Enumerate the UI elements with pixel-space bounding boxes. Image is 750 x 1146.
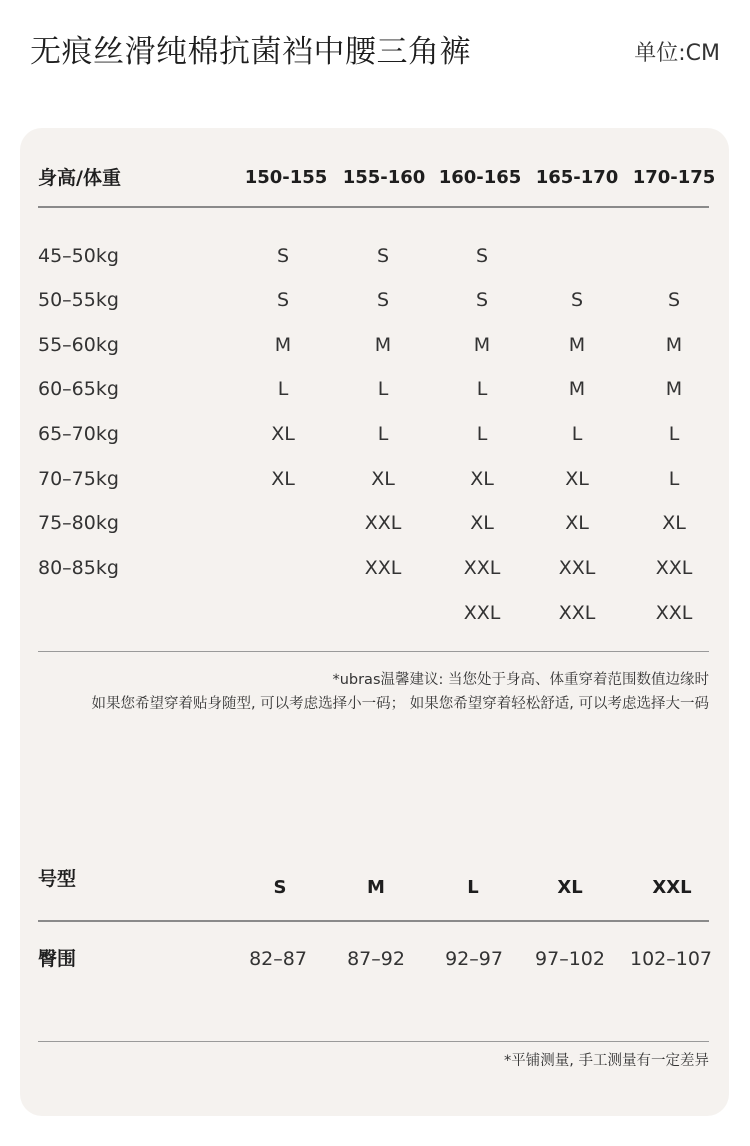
size-cell: L (571, 423, 583, 445)
weight-label: 65–70kg (38, 423, 119, 445)
weight-label: 55–60kg (38, 334, 119, 356)
table-row (20, 548, 729, 588)
table-row (20, 280, 729, 320)
table-row (20, 414, 729, 454)
size-cell: M (374, 334, 392, 356)
size-col-header: M (367, 877, 385, 898)
size-cell: M (568, 378, 586, 400)
table-row (20, 325, 729, 365)
weight-label: 50–55kg (38, 289, 119, 311)
size-cell: XXL (364, 557, 402, 579)
size-col-header: XXL (652, 877, 692, 898)
height-weight-header: 身高/体重 (38, 167, 121, 189)
size-cell: M (568, 334, 586, 356)
header-divider (38, 206, 709, 208)
weight-label: 75–80kg (38, 512, 119, 534)
size-cell: S (475, 245, 489, 267)
hip-label: 臀围 (38, 948, 77, 970)
size-cell: XL (271, 423, 295, 445)
height-col-header: 160-165 (438, 167, 522, 188)
size-col-header: S (273, 877, 287, 898)
hip-value: 102–107 (629, 948, 713, 970)
unit-label: 单位:CM (634, 41, 720, 66)
size-cell: M (274, 334, 292, 356)
size-advice-note: 如果您希望穿着贴身随型, 可以考虑选择小一码； 如果您希望穿着轻松舒适, 可以考虑选择大一码 (91, 696, 709, 712)
size-cell: S (276, 289, 290, 311)
size-cell: L (476, 423, 488, 445)
size-cell: XXL (364, 512, 402, 534)
table-row (20, 593, 729, 633)
table-row (20, 459, 729, 499)
table-bottom-divider (38, 651, 709, 652)
size-cell: XL (565, 512, 589, 534)
size-cell: L (377, 378, 389, 400)
size-col-header: L (467, 877, 479, 898)
weight-label: 80–85kg (38, 557, 119, 579)
size-type-header: 号型 (38, 868, 77, 890)
size-cell: XL (371, 468, 395, 490)
size-cell: XL (565, 468, 589, 490)
size-cell: S (376, 245, 390, 267)
size-cell: M (473, 334, 491, 356)
size-cell: S (570, 289, 584, 311)
measure-bottom-divider (38, 1041, 709, 1042)
page-title: 无痕丝滑纯棉抗菌裆中腰三角裤 (30, 34, 471, 70)
measurement-note: *平铺测量, 手工测量有一定差异 (504, 1053, 709, 1069)
measure-header-divider (38, 920, 709, 922)
size-cell: XL (271, 468, 295, 490)
measure-table-header (20, 868, 729, 908)
size-cell: XL (470, 468, 494, 490)
height-col-header: 155-160 (342, 167, 426, 188)
size-table-header (20, 158, 729, 198)
size-cell: M (665, 378, 683, 400)
size-cell: XL (470, 512, 494, 534)
hip-value: 92–97 (445, 948, 503, 970)
height-col-header: 150-155 (244, 167, 328, 188)
table-row (20, 236, 729, 276)
hip-value: 97–102 (535, 948, 605, 970)
size-cell: XXL (558, 557, 596, 579)
size-cell: XXL (655, 602, 693, 624)
table-row (20, 939, 729, 979)
height-col-header: 170-175 (632, 167, 716, 188)
size-col-header: XL (557, 877, 583, 898)
weight-label: 70–75kg (38, 468, 119, 490)
size-cell: S (475, 289, 489, 311)
size-cell: S (276, 245, 290, 267)
size-cell: L (668, 423, 680, 445)
size-cell: M (665, 334, 683, 356)
table-row (20, 503, 729, 543)
size-cell: XXL (463, 602, 501, 624)
size-cell: L (377, 423, 389, 445)
size-cell: XXL (558, 602, 596, 624)
size-cell: L (277, 378, 289, 400)
size-cell: S (667, 289, 681, 311)
size-cell: S (376, 289, 390, 311)
size-cell: XL (662, 512, 686, 534)
size-cell: L (668, 468, 680, 490)
size-cell: L (476, 378, 488, 400)
hip-value: 87–92 (347, 948, 405, 970)
hip-value: 82–87 (249, 948, 307, 970)
height-col-header: 165-170 (535, 167, 619, 188)
size-cell: XXL (463, 557, 501, 579)
table-row (20, 369, 729, 409)
size-advice-note: *ubras温馨建议: 当您处于身高、体重穿着范围数值边缘时 (332, 672, 709, 688)
weight-label: 45–50kg (38, 245, 119, 267)
size-chart-card (20, 128, 729, 1116)
size-cell: XXL (655, 557, 693, 579)
weight-label: 60–65kg (38, 378, 119, 400)
